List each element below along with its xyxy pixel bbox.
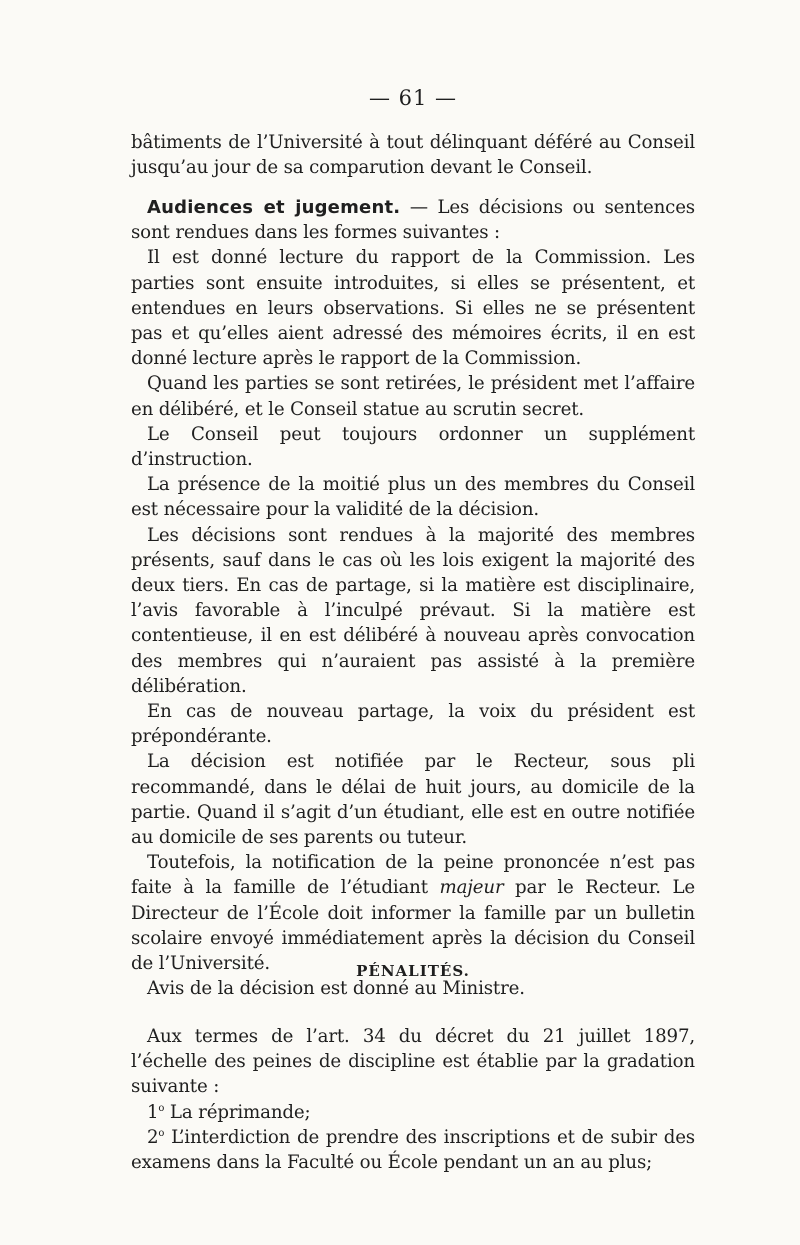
paragraph-lecture: Il est donné lecture du rapport de la Commission. Les parties sont ensuite introduites, si elles se présentent, et entendues en leurs observations. Si elles ne se présentent pas et qu’elles aient adressé des mémoires écrits, il en est donné lecture après le rapport de la Commission. xyxy=(131,247,695,370)
paragraph-notification: La décision est notifiée par le Recteur, sous pli recommandé, dans le délai de huit jours, au domicile de la partie. Quand il s’agit d’un étudiant, elle est en outre notifiée au domicile de ses parents ou tuteur. xyxy=(131,751,695,849)
paragraph-partage: En cas de nouveau partage, la voix du président est prépondérante. xyxy=(131,701,695,748)
audiences-section xyxy=(131,195,695,1002)
continuation-text: bâtiments de l’Université à tout délinquant déféré au Conseil jusqu’au jour de sa comparution devant le Conseil. xyxy=(131,132,695,179)
penalite-item-number: 1 xyxy=(147,1101,159,1123)
document-page xyxy=(131,0,695,1245)
penalite-item xyxy=(131,1125,695,1175)
audiences-heading: Audiences et jugement. xyxy=(147,197,401,218)
paragraph-quorum: La présence de la moitié plus un des membres du Conseil est nécessaire pour la validité de la décision. xyxy=(131,474,695,521)
penalites-section xyxy=(131,1024,695,1175)
paragraph-toutefois xyxy=(131,850,695,976)
penalite-item xyxy=(131,1100,695,1125)
penalite-item-text: L’interdiction de prendre des inscriptions et de subir des examens dans la Faculté ou École pendant un an au plus; xyxy=(131,1126,695,1174)
penalite-item-number: 2 xyxy=(147,1126,159,1148)
page-number: — 61 — xyxy=(368,86,458,110)
section-title-penalites: PÉNALITÉS. xyxy=(356,962,470,980)
toutefois-text-after: par le Recteur. Le Directeur de l’École doit informer la famille par un bulletin scolaire envoyé immédiatement après la décision du Conseil de l’Université. xyxy=(131,877,696,975)
paragraph-deliberation: Quand les parties se sont retirées, le président met l’affaire en délibéré, et le Conseil statue au scrutin secret. xyxy=(131,373,695,420)
audiences-intro-paragraph xyxy=(131,195,695,245)
continuation-paragraph xyxy=(131,130,695,180)
toutefois-italic-word: majeur xyxy=(439,877,504,899)
audiences-intro-text: — Les décisions ou sentences sont rendues dans les formes suivantes : xyxy=(131,197,695,244)
penalites-intro: Aux termes de l’art. 34 du décret du 21 juillet 1897, l’échelle des peines de discipline est établie par la gradation suivante : xyxy=(131,1026,695,1098)
paragraph-supplement: Le Conseil peut toujours ordonner un supplément d’instruction. xyxy=(131,423,695,471)
penalite-item-ordinal: o xyxy=(158,1127,165,1139)
penalite-item-ordinal: o xyxy=(158,1102,165,1114)
paragraph-avis: Avis de la décision est donné au Ministre. xyxy=(147,978,525,1000)
penalite-item-text: La réprimande; xyxy=(164,1101,311,1123)
paragraph-majorite: Les décisions sont rendues à la majorité des membres présents, sauf dans le cas où les lois exigent la majorité des deux tiers. En cas de partage, si la matière est disciplinaire, l’avis favorable à l’inculpé prévaut. Si la matière est contentieuse, il en est délibéré à nouveau après convocation des membres qui n’auraient pas assisté à la première délibération. xyxy=(131,524,695,697)
toutefois-text-before: Toutefois, la notification de la peine prononcée n’est pas faite à la famille de l’étudiant xyxy=(131,852,695,899)
